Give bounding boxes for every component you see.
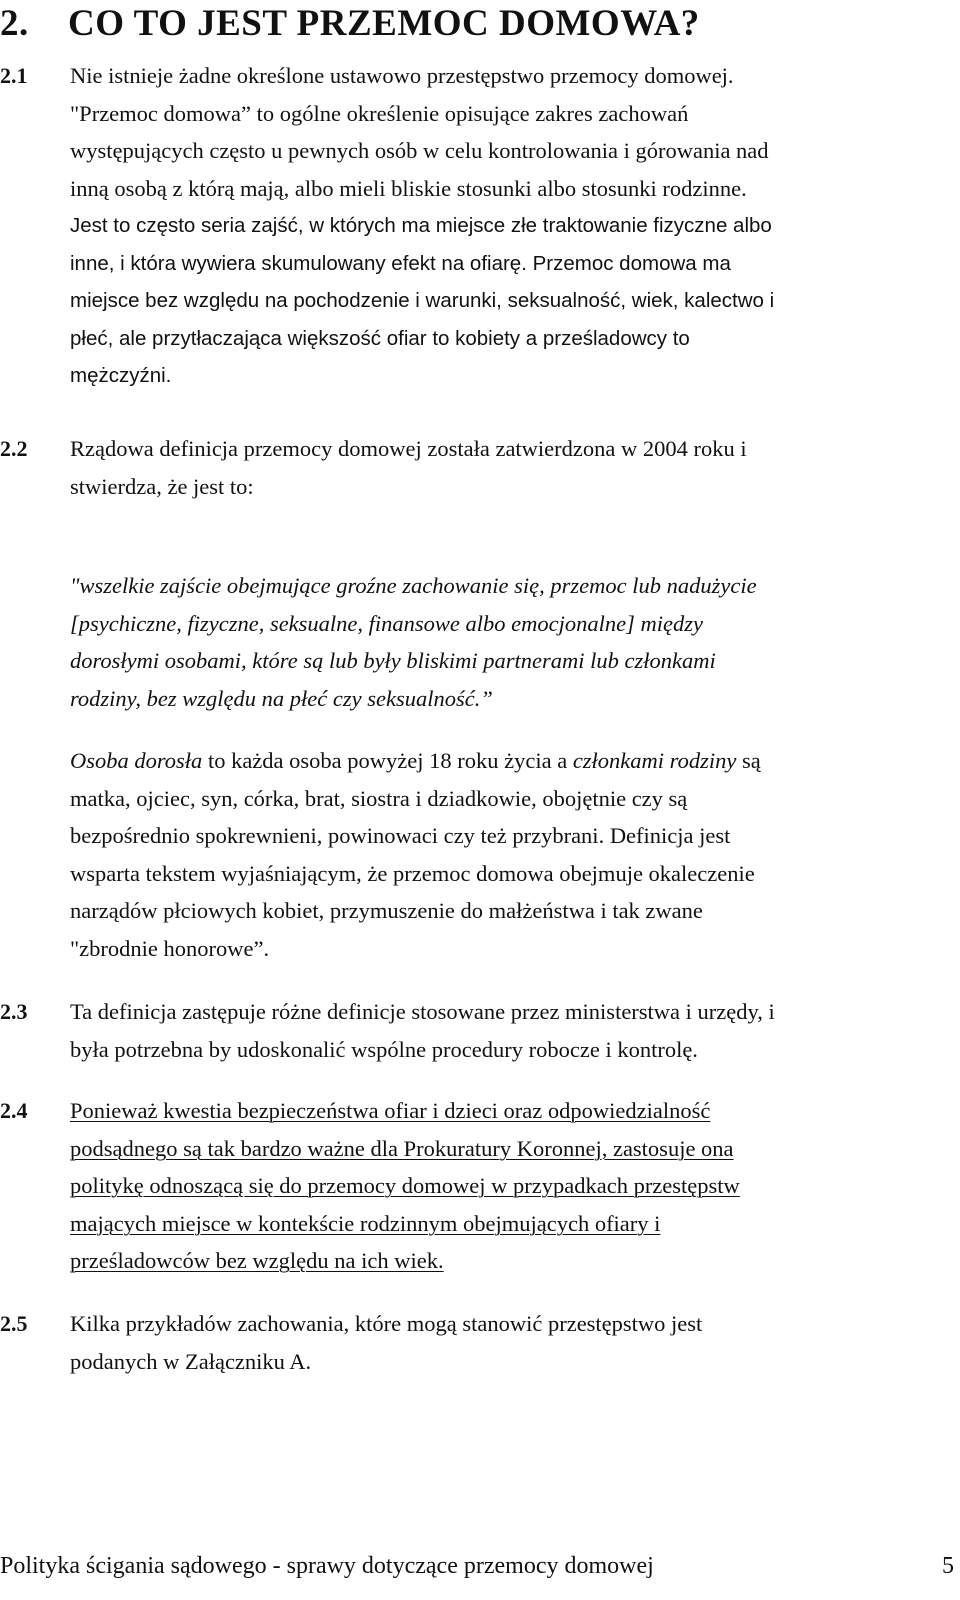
section-text [70, 1305, 952, 1380]
text-line: Kilka przykładów zachowania, które mogą stanowić przestępstwo jest [70, 1311, 703, 1336]
text-fragment: inne, i która wywiera skumulowany efekt na ofiarę. [70, 251, 527, 275]
section-number: 2.3 [0, 999, 28, 1024]
text-line: miejsce bez względu na pochodzenie i warunki, seksualność, wiek, kalectwo i [70, 289, 775, 312]
text-line [70, 1130, 952, 1168]
chapter-title: CO TO JEST PRZEMOC DOMOWA? [68, 3, 700, 44]
text-line: płeć, ale przytłaczająca większość ofiar to kobiety a prześladowcy to [70, 326, 690, 350]
text-line: bezpośrednio spokrewnieni, powinowaci czy też przybrani. Definicja jest [70, 823, 731, 848]
section-number: 2.2 [0, 436, 28, 461]
text-line: matka, ojciec, syn, córka, brat, siostra i dziadkowie, obojętnie czy są [70, 785, 688, 811]
term-adult: Osoba dorosła [70, 748, 203, 773]
page-footer [0, 1549, 954, 1583]
quote-line: dorosłymi osobami, które są lub były bliskimi partnerami lub członkami [70, 648, 716, 673]
text-line: podanych w Załączniku A. [70, 1348, 312, 1374]
explanation-text [70, 742, 952, 967]
chapter-heading [0, 2, 700, 46]
text-fragment: to każda osoba powyżej 18 roku życia a [202, 748, 573, 773]
text-line: Jest to często seria zajść, w których ma miejsce złe traktowanie fizyczne albo [70, 214, 772, 237]
text-line: była potrzebna by udoskonalić wspólne procedury robocze i kontrolę. [70, 1036, 698, 1062]
section-2-4 [0, 1092, 952, 1280]
section-number: 2.5 [0, 1311, 28, 1336]
section-text [70, 430, 952, 505]
text-line: "Przemoc domowa” to ogólne określenie opisujące zakres zachowań [70, 100, 689, 126]
section-number: 2.4 [0, 1098, 28, 1123]
text-line [70, 245, 952, 283]
section-2-1 [0, 57, 952, 395]
section-text [70, 1092, 952, 1280]
text-line: Ta definicja zastępuje różne definicje stosowane przez ministerstwa i urzędy, i [70, 999, 775, 1024]
text-line [70, 742, 952, 780]
section-number: 2.1 [0, 63, 28, 88]
text-line: inną osobą z którą mają, albo mieli bliskie stosunki albo stosunki rodzinne. [70, 175, 747, 201]
text-line: "zbrodnie honorowe”. [70, 935, 270, 961]
text-line: narządów płciowych kobiet, przymuszenie do małżeństwa i tak zwane [70, 898, 703, 923]
section-text [70, 993, 952, 1068]
underlined-text: mających miejsce w kontekście rodzinnym obejmujących ofiary i [70, 1210, 661, 1236]
section-2-5 [0, 1305, 952, 1380]
text-fragment: Przemoc domowa ma [532, 251, 731, 275]
text-line [70, 1167, 952, 1205]
term-family: członkami rodziny [572, 748, 737, 773]
underlined-text: Ponieważ kwestia bezpieczeństwa ofiar i dzieci oraz odpowiedzialność [70, 1098, 711, 1123]
section-text [70, 57, 952, 395]
text-line [70, 1092, 952, 1130]
text-line: wsparta tekstem wyjaśniającym, że przemoc domowa obejmuje okaleczenie [70, 860, 755, 886]
definition-quote [0, 567, 952, 717]
text-line [70, 1205, 952, 1243]
underlined-text: prześladowców bez względu na ich wiek. [70, 1248, 444, 1273]
text-fragment: są [736, 748, 761, 773]
section-2-2 [0, 430, 952, 505]
text-line: Rządowa definicja przemocy domowej została zatwierdzona w 2004 roku i [70, 436, 747, 461]
quote-line: [psychiczne, fizyczne, seksualne, finansowe albo emocjonalne] między [70, 610, 703, 636]
underlined-text: politykę odnoszącą się do przemocy domowej w przypadkach przestępstw [70, 1173, 740, 1198]
page-number: 5 [942, 1553, 954, 1579]
section-2-3 [0, 993, 952, 1068]
quote-text [70, 567, 952, 717]
text-line: stwierdza, że jest to: [70, 473, 254, 499]
quote-line: "wszelkie zajście obejmujące groźne zachowanie się, przemoc lub nadużycie [70, 573, 757, 598]
text-line: Nie istnieje żadne określone ustawowo przestępstwo przemocy domowej. [70, 63, 734, 88]
footer-title: Polityka ścigania sądowego - sprawy dotyczące przemocy domowej [0, 1553, 654, 1579]
text-line [70, 1242, 952, 1280]
quote-line: rodziny, bez względu na płeć czy seksualność.” [70, 685, 493, 711]
text-line: mężczyźni. [70, 364, 172, 387]
chapter-number: 2. [0, 3, 29, 44]
definition-explanation [0, 742, 952, 967]
underlined-text: podsądnego są tak bardzo ważne dla Prokuratury Koronnej, zastosuje ona [70, 1135, 734, 1161]
text-line: występujących często u pewnych osób w celu kontrolowania i górowania nad [70, 138, 769, 163]
